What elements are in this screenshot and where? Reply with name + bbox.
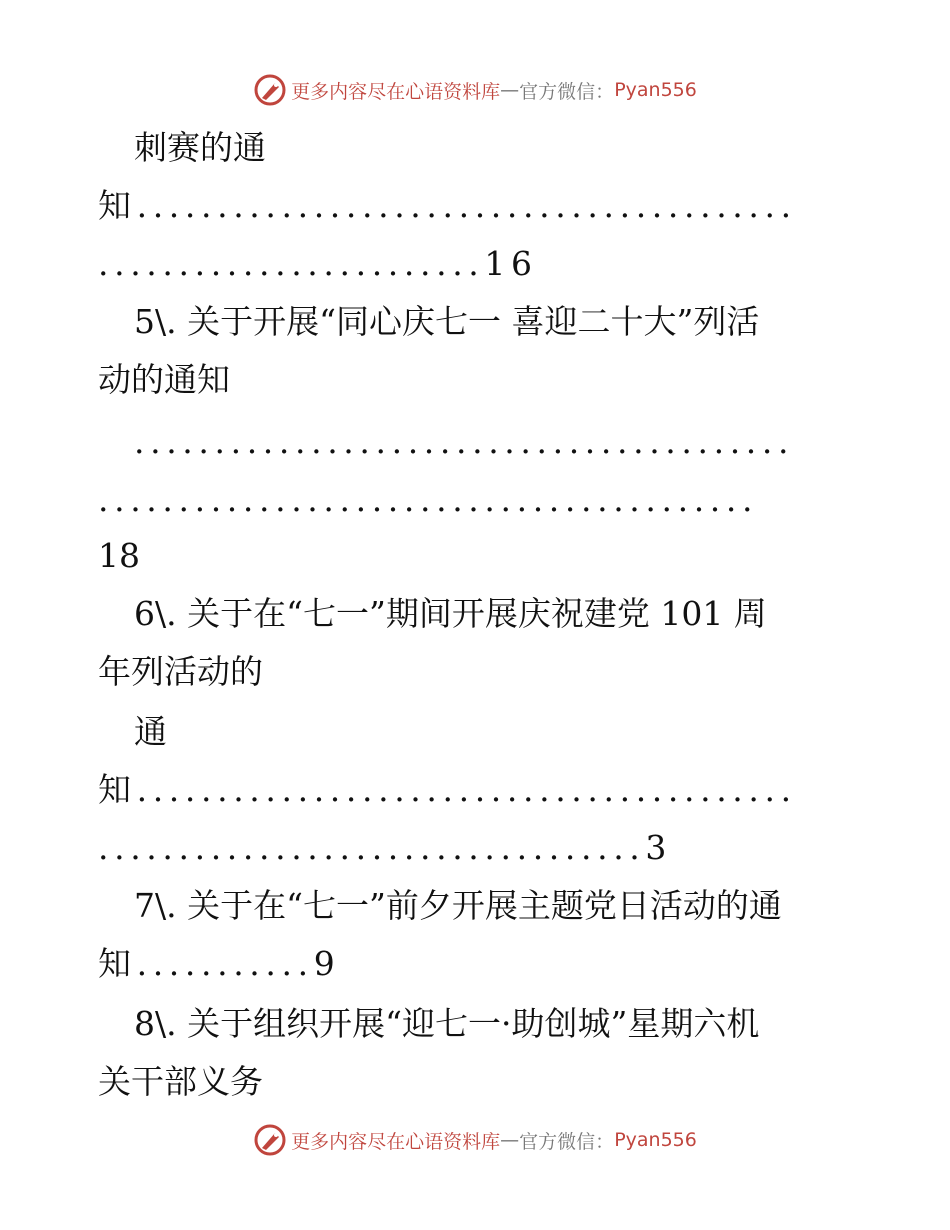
toc-entry-5-line4: ......................................... [98, 480, 759, 519]
toc-entry-7-line2: 知...........9 [98, 944, 341, 983]
toc-entry-4-line2: 知......................................... [98, 186, 797, 225]
toc-entry-6-line4: 知......................................... [98, 770, 797, 809]
toc-entry-7-line1: 7\. 关于在“七一”前夕开展主题党日活动的通 [134, 886, 782, 925]
toc-entry-5-line3: ......................................... [134, 422, 795, 461]
toc-entry-4-line1: 刺赛的通 [134, 128, 266, 167]
toc-entry-6-line3: 通 [134, 712, 167, 751]
pen-logo-icon [253, 73, 287, 107]
toc-entry-6-line2: 年列活动的 [98, 652, 263, 691]
toc-entry-5-line2: 动的通知 [98, 360, 230, 399]
toc-entry-8-line1: 8\. 关于组织开展“迎七一·助创城”星期六机 [134, 1004, 760, 1043]
banner-slogan: 更多内容尽在心语资料库 [291, 1130, 501, 1153]
banner-account-id: Pyan556 [614, 1129, 697, 1151]
banner-separator: — [500, 1129, 520, 1151]
toc-entry-5-line1: 5\. 关于开展“同心庆七一 喜迎二十大”列活 [134, 302, 760, 341]
toc-entry-6-line5: ..................................3 [98, 828, 672, 867]
banner-separator: — [500, 79, 520, 101]
header-watermark [0, 70, 950, 110]
banner-account-label: 官方微信： [519, 80, 615, 103]
pen-logo-icon [253, 1123, 287, 1157]
banner-account-id: Pyan556 [614, 79, 697, 101]
banner-slogan: 更多内容尽在心语资料库 [291, 80, 501, 103]
banner-account-label: 官方微信： [519, 1130, 615, 1153]
footer-watermark [0, 1120, 950, 1160]
toc-entry-6-line1: 6\. 关于在“七一”期间开展庆祝建党 101 周 [134, 594, 767, 633]
toc-entry-4-line3: ........................16 [98, 244, 538, 283]
toc-entry-5-line5: 18 [98, 536, 140, 575]
toc-entry-8-line2: 关干部义务 [98, 1062, 263, 1101]
